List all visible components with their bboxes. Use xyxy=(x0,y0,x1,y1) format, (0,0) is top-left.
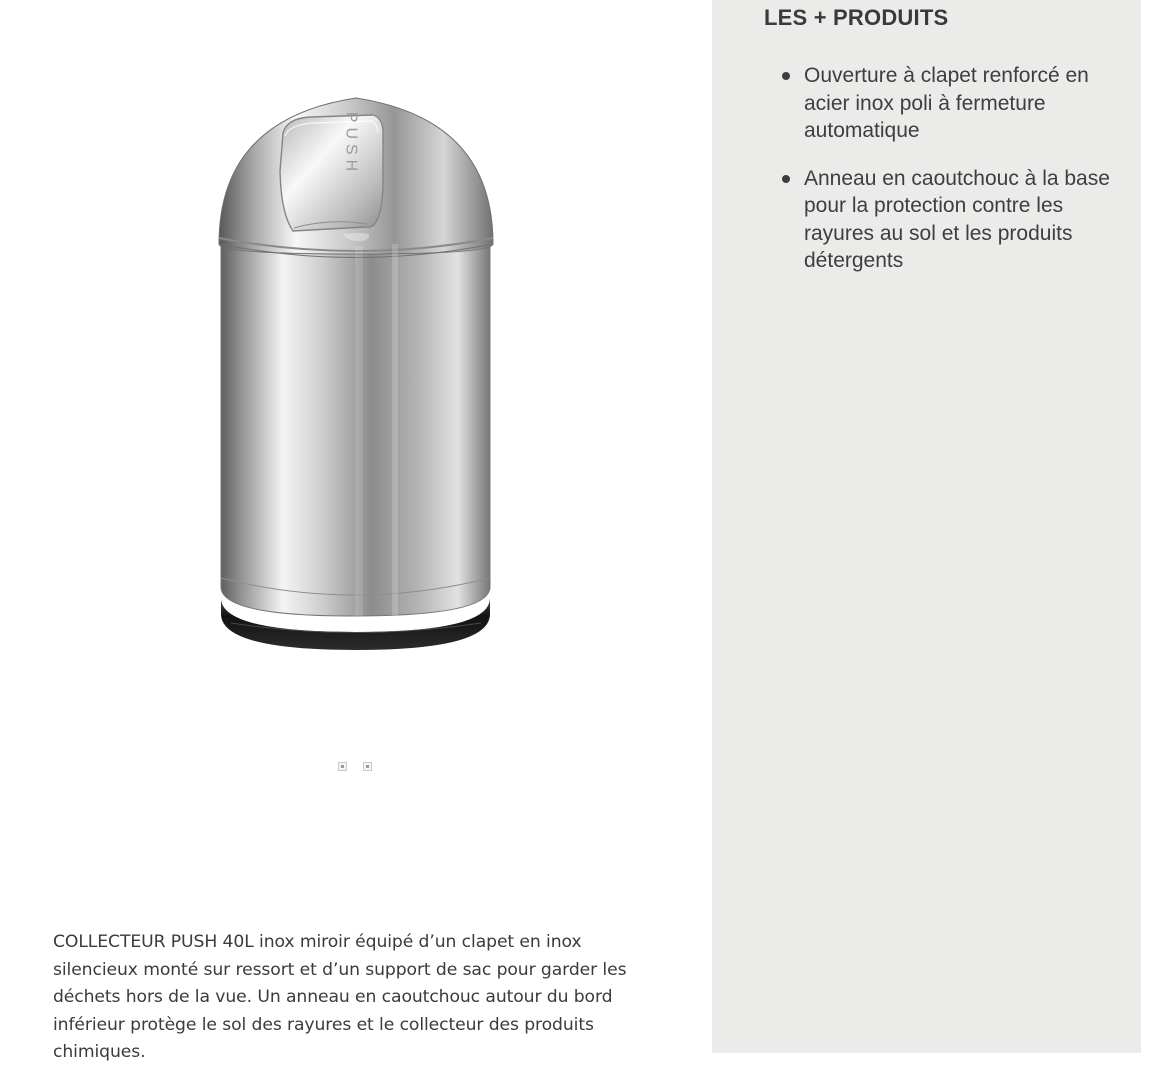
product-image[interactable] xyxy=(215,84,505,674)
bullet-icon xyxy=(782,72,790,80)
product-description: COLLECTEUR PUSH 40L inox miroir équipé d’un clapet en inox silencieux monté sur ressort et d’un support de sac pour garder les déchets hors de la vue. Un anneau en caoutchouc autour du bord inférieur protège le sol des rayures et le collecteur des produits chimiques. xyxy=(53,932,627,1062)
push-label: PUSH xyxy=(342,111,360,177)
stainless-push-bin-icon xyxy=(215,84,505,674)
benefit-item-rubber-ring xyxy=(780,165,1135,275)
benefit-text: Ouverture à clapet renforcé en acier inox poli à fermeture automatique xyxy=(804,64,1089,142)
bullet-icon xyxy=(782,175,790,183)
benefit-item-reinforced-flap xyxy=(780,62,1135,145)
carousel-dot-1[interactable] xyxy=(338,762,347,771)
benefits-title: LES + PRODUITS xyxy=(764,5,949,30)
benefits-panel xyxy=(712,0,1141,1053)
benefits-list xyxy=(780,62,1135,295)
carousel-pagination xyxy=(338,762,372,771)
carousel-dot-2[interactable] xyxy=(363,762,372,771)
benefit-text: Anneau en caoutchouc à la base pour la protection contre les rayures au sol et les produits détergents xyxy=(804,166,1110,272)
